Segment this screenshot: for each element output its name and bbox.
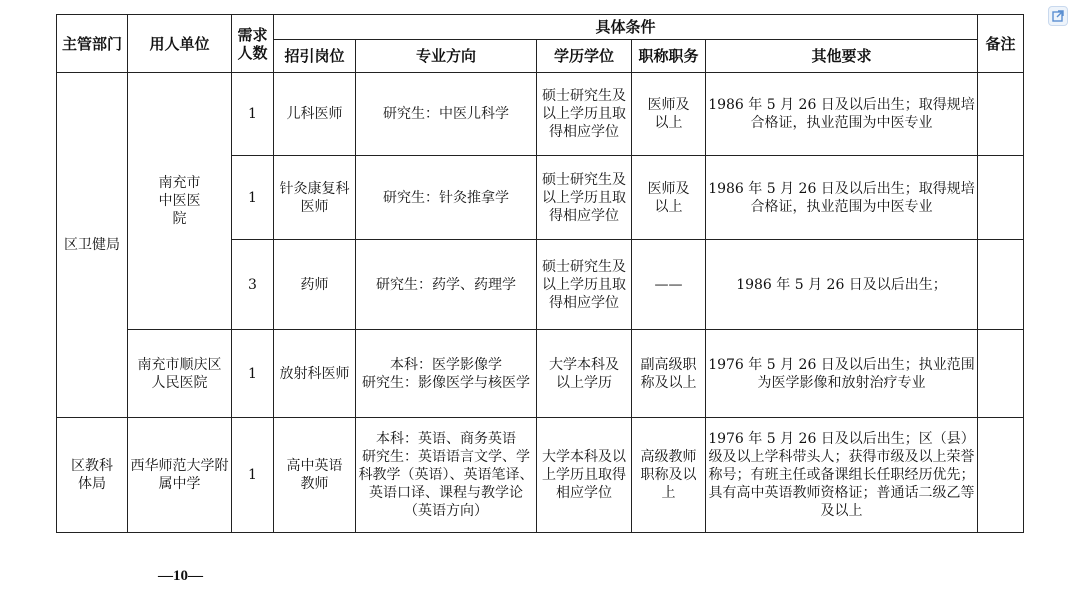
header-dept: 主管部门 <box>57 15 128 73</box>
other-cell: 1976 年 5 月 26 日及以后出生；执业范围为医学影像和放射治疗专业 <box>706 330 978 418</box>
header-major: 专业方向 <box>356 40 537 73</box>
unit-cell: 西华师范大学附属中学 <box>128 418 232 533</box>
other-cell: 1986 年 5 月 26 日及以后出生； <box>706 240 978 330</box>
post-cell: 高中英语教师 <box>274 418 356 533</box>
major-cell: 研究生：药学、药理学 <box>356 240 537 330</box>
post-cell: 放射科医师 <box>274 330 356 418</box>
external-link-icon[interactable] <box>1048 6 1068 26</box>
degree-cell: 大学本科及以上学历且取得相应学位 <box>537 418 632 533</box>
degree-cell: 硕士研究生及以上学历且取得相应学位 <box>537 156 632 240</box>
note-cell <box>978 73 1024 156</box>
header-count: 需求人数 <box>232 15 274 73</box>
title-cell: 副高级职称及以上 <box>632 330 706 418</box>
header-other: 其他要求 <box>706 40 978 73</box>
degree-cell: 大学本科及以上学历 <box>537 330 632 418</box>
major-cell: 研究生：针灸推拿学 <box>356 156 537 240</box>
note-cell <box>978 240 1024 330</box>
unit-cell: 南充市中医医院 <box>128 73 232 330</box>
post-cell: 药师 <box>274 240 356 330</box>
title-cell: 医师及以上 <box>632 73 706 156</box>
page-number: —10— <box>158 568 203 584</box>
other-cell: 1986 年 5 月 26 日及以后出生；取得规培合格证，执业范围为中医专业 <box>706 73 978 156</box>
header-title: 职称职务 <box>632 40 706 73</box>
header-note: 备注 <box>978 15 1024 73</box>
title-cell: 医师及以上 <box>632 156 706 240</box>
table-row <box>57 330 1024 418</box>
major-cell: 研究生：中医儿科学 <box>356 73 537 156</box>
title-cell: 高级教师职称及以上 <box>632 418 706 533</box>
dept-cell: 区卫健局 <box>57 73 128 418</box>
count-cell: 1 <box>232 73 274 156</box>
major-cell: 本科：英语、商务英语 研究生：英语语言文学、学科教学（英语）、英语笔译、英语口译、课程与教学论（英语方向） <box>356 418 537 533</box>
header-degree: 学历学位 <box>537 40 632 73</box>
note-cell <box>978 418 1024 533</box>
post-cell: 针灸康复科医师 <box>274 156 356 240</box>
title-cell: —— <box>632 240 706 330</box>
count-cell: 1 <box>232 418 274 533</box>
note-cell <box>978 156 1024 240</box>
degree-cell: 硕士研究生及以上学历且取得相应学位 <box>537 73 632 156</box>
degree-cell: 硕士研究生及以上学历且取得相应学位 <box>537 240 632 330</box>
header-post: 招引岗位 <box>274 40 356 73</box>
count-cell: 3 <box>232 240 274 330</box>
note-cell <box>978 330 1024 418</box>
table-row <box>57 418 1024 533</box>
table-row <box>57 73 1024 156</box>
other-cell: 1976 年 5 月 26 日及以后出生；区（县）级及以上学科带头人；获得市级及以上荣誉称号；有班主任或备课组长任职经历优先；具有高中英语教师资格证；普通话二级乙等及以上 <box>706 418 978 533</box>
count-cell: 1 <box>232 156 274 240</box>
dept-cell: 区教科体局 <box>57 418 128 533</box>
major-cell: 本科：医学影像学 研究生：影像医学与核医学 <box>356 330 537 418</box>
unit-cell: 南充市顺庆区人民医院 <box>128 330 232 418</box>
other-cell: 1986 年 5 月 26 日及以后出生；取得规培合格证，执业范围为中医专业 <box>706 156 978 240</box>
count-cell: 1 <box>232 330 274 418</box>
recruitment-table <box>56 14 1024 533</box>
header-conditions: 具体条件 <box>274 15 978 40</box>
header-unit: 用人单位 <box>128 15 232 73</box>
post-cell: 儿科医师 <box>274 73 356 156</box>
